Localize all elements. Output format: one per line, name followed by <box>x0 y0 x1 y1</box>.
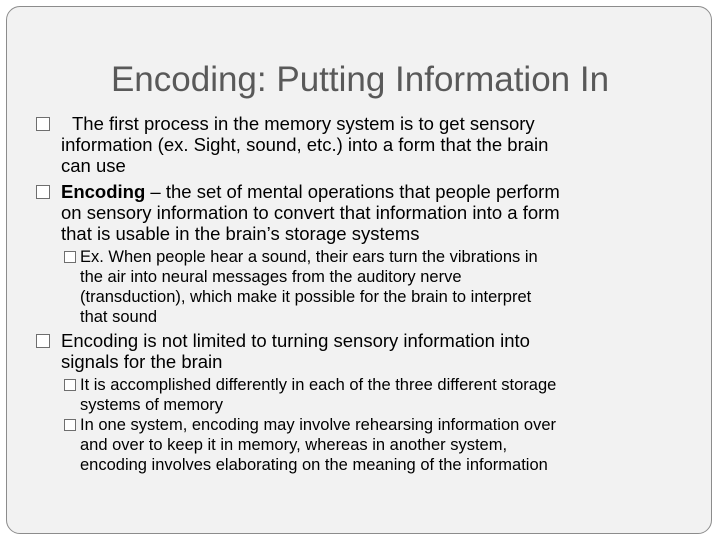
square-bullet-icon <box>64 251 76 263</box>
square-bullet-icon <box>36 334 50 348</box>
bullet-item <box>61 330 530 372</box>
bullet-line: signals for the brain <box>61 351 223 372</box>
sub-bullet-line: It is accomplished differently in each of the three different storage <box>80 376 557 394</box>
sub-bullet-line: (transduction), which make it possible for the brain to interpret <box>80 288 532 306</box>
sub-bullet-line: and over to keep it in memory, whereas in another system, <box>80 436 508 454</box>
bullet-line <box>61 181 560 202</box>
slide-title: Encoding: Putting Information In <box>110 60 610 99</box>
square-bullet-icon <box>36 185 50 199</box>
sub-bullet-line: In one system, encoding may involve rehearsing information over <box>80 416 556 434</box>
bullet-line-rest: – the set of mental operations that people perform <box>145 181 560 202</box>
bullet-item <box>61 113 548 176</box>
square-bullet-icon <box>36 117 50 131</box>
bullet-line: Encoding is not limited to turning sensory information into <box>61 330 530 351</box>
bullet-line: can use <box>61 155 126 176</box>
bullet-line: that is usable in the brain’s storage systems <box>61 223 420 244</box>
sub-bullet-line: encoding involves elaborating on the meaning of the information <box>80 456 548 474</box>
bullet-item <box>61 181 560 244</box>
square-bullet-icon <box>64 379 76 391</box>
sub-bullet-line: that sound <box>80 308 158 326</box>
bullet-line: The first process in the memory system is to get sensory <box>72 113 535 134</box>
sub-bullet-item <box>80 415 556 475</box>
square-bullet-icon <box>64 419 76 431</box>
bullet-term: Encoding <box>61 181 146 202</box>
sub-bullet-line: Ex. When people hear a sound, their ears turn the vibrations in <box>80 248 538 266</box>
sub-bullet-line: the air into neural messages from the auditory nerve <box>80 268 462 286</box>
sub-bullet-item <box>80 375 556 415</box>
sub-bullet-line: systems of memory <box>80 396 224 414</box>
bullet-line: on sensory information to convert that information into a form <box>61 202 560 223</box>
bullet-line: information (ex. Sight, sound, etc.) into a form that the brain <box>61 134 549 155</box>
sub-bullet-item <box>80 247 538 327</box>
